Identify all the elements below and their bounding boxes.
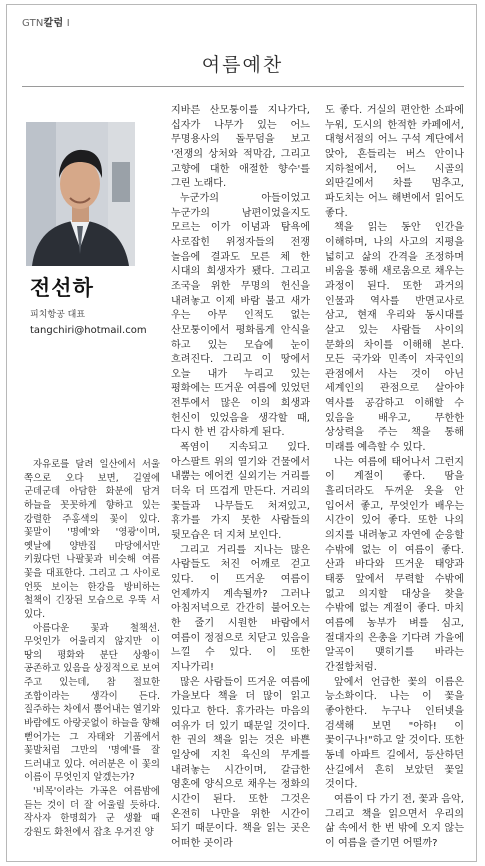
author-photo (26, 122, 135, 266)
section-separator: I (66, 18, 70, 29)
article-column-3 (325, 104, 464, 851)
author-name: 전선하 (30, 276, 94, 300)
paragraph: 많은 사람들이 뜨거운 여름에 가을보다 책을 더 많이 읽고 있다고 한다. 휴가라는 마음의 여유가 더 있기 때문일 것이다. 한 권의 책을 읽는 것은 바쁜 일상에 지친 육신의 무게를 내려놓는 시간이며, 갈급한 영혼에 양식으로 채우는 정화의 시간이 된다. 또한 그것은 온전히 나만을 위한 시간이 되기 때문이다. 책을 읽는 곳은 어떠한 곳이라 (171, 676, 310, 849)
section-brand: GTN (22, 18, 44, 29)
title-divider (22, 86, 464, 87)
paragraph: 앞에서 언급한 꽃의 이름은 능소화이다. 나는 이 꽃을 좋아한다. 누구나 인터넷을 검색해 보면 "아하! 이 꽃이구나!"하고 알 것이다. 또한 동네 아파트 길에서, 등산하던 산길에서 흔히 보았던 꽃일 것이다. (325, 676, 464, 791)
author-email: tangchiri@hotmail.com (30, 325, 147, 336)
paragraph: 나는 여름에 태어나서 그런지 이 계절이 좋다. 땀을 흘리더라도 두꺼운 옷을 안 입어서 좋고, 무엇인가 배우는 시간이 있어 좋다. 또한 나의 의지를 내려놓고 자연에 순응할 수밖에 없는 이 여름이 좋다. 산과 바다와 뜨거운 태양과 태풍 앞에서 무력할 수밖에 없고 의지할 대상을 찾을 수밖에 없는 계절이 좋다. 마치 여름에 농부가 벼를 심고, 절대자의 은총을 기다려 가을에 알곡이 맺히기를 바라는 간절함처럼. (325, 456, 464, 673)
paragraph: 폭염이 지속되고 있다. 아스팔트 위의 열기와 건물에서 내뿜는 에어컨 실외기는 거리를 더욱 더 뜨겁게 만든다. 거리의 꽃들과 나무들도 처져있고, 휴가를 가지 못한 사람들의 뒷모습은 더 지쳐 보인다. (171, 442, 310, 542)
paragraph: 그리고 거리를 지나는 많은 사람들도 처진 어깨로 걷고 있다. 이 뜨거운 여름이 언제까지 계속될까? 그러나 아침저녁으로 간간히 불어오는 한 줄기 시원한 바람에서 여름이 정점으로 치닫고 있음을 느낄 수 있다. 이 또한 지나가리! (171, 544, 310, 673)
paragraph: 책을 읽는 동안 인간을 이해하며, 나의 사고의 지평을 넓히고 삶의 간격을 조정하며 비움을 통해 새로움으로 채우는 과정이 된다. 또한 과거의 인물과 역사를 반면교사로 삼고, 현재 우리와 동시대를 살고 있는 사람들 사이의 문화의 차이를 이해해 본다. 모든 국가와 민족이 자국인의 관점에서 사는 것이 아닌 세계인의 관점으로 살아야 역사를 공감하고 이해할 수 있음을 배우고, 무한한 상상력을 주는 책을 통해 미래를 예측할 수 있다. (325, 222, 464, 454)
paragraph: 아름다운 꽃과 철책선. 무엇인가 어울리지 않지만 이 땅의 평화와 분단 상황이 공존하고 있음을 상징적으로 보여 주고 있는데, 참 절묘한 조합이라는 생각이 든다. 질주하는 차에서 뿜어내는 열기와 바람에도 아랑곳없이 하늘을 향해 뻗어가는 그 자태와 기품에서 꽃발처럼 그만의 '명예'를 잘 드러내고 있다. 여러분은 이 꽃의 이름이 무엇인지 알겠는가? (24, 622, 160, 784)
paragraph: 도 좋다. 거실의 편안한 소파에 누워, 도시의 한적한 카페에서, 대형서점의 어느 구석 계단에서 앉아, 흔들리는 버스 안이나 지하철에서, 어느 시골의 외딴길에서 차를 멈추고, 파도치는 어느 해변에서 읽어도 좋다. (325, 105, 464, 219)
paragraph: '비목'이라는 가곡은 여름밤에 듣는 것이 더 잘 어울릴 듯하다. 작사자 한명희가 군 생활 때 강원도 화천에서 잡초 우거진 양 (24, 786, 160, 838)
paragraph: 여름이 다 가기 전, 꽃과 음악, 그리고 책을 읽으면서 우리의 삶 속에서 한 번 밖에 오지 않는 이 여름을 즐기면 어떨까? (325, 793, 464, 849)
article-column-2 (171, 104, 310, 851)
paragraph: 지바른 산모퉁이를 지나가다, 십자가 나무가 있는 어느 무명용사의 돌무덤을 보고 '전쟁의 상처와 적막감, 그리고 고향에 대한 애절한 향수'를 그린 노래다. (171, 105, 310, 190)
paragraph: 자유로를 달려 일산에서 서울 쪽으로 오다 보면, 길옆에 군데군데 아담한 화분에 담겨 하늘을 꼿꼿하게 향하고 있는 강렬한 주홍색의 꽃이 있다. 꽃말이 '명예'와 '영광'이며, 옛날에 양반집 마당에서만 키웠다던 나팔꽃과 비슷해 여름 꽃을 대표한다. 그리고 그 사이로 언뜻 보이는 한강을 방비하는 철책이 긴장된 모습으로 우뚝 서 있다. (24, 459, 160, 620)
section-name: 칼럼 (43, 18, 64, 29)
section-label (22, 14, 70, 29)
author-title: 피치항공 대표 (30, 310, 86, 320)
article-title: 여름예찬 (201, 54, 284, 76)
paragraph: 누군가의 아들이었고 누군가의 남편이었을지도 모르는 이가 이념과 탐욕에 사로잡힌 위정자들의 전쟁 놀음에 결과도 모른 체 한 시대의 희생자가 됐다. 그리고 조국을 위한 무명의 헌신을 내려놓고 이제 바람 불고 새가 우는 아무 인적도 없는 산모퉁이에서 평화롭게 안식을 하고 있는 모습에 눈이 흐려진다. 그리고 이 땅에서 오늘 내가 누리고 있는 평화에는 뜨거운 여름에 있었던 전투에서 많은 이의 희생과 헌신이 있었음을 생각할 때, 다시 한 번 감사하게 된다. (171, 192, 310, 439)
article-column-1 (24, 458, 160, 840)
